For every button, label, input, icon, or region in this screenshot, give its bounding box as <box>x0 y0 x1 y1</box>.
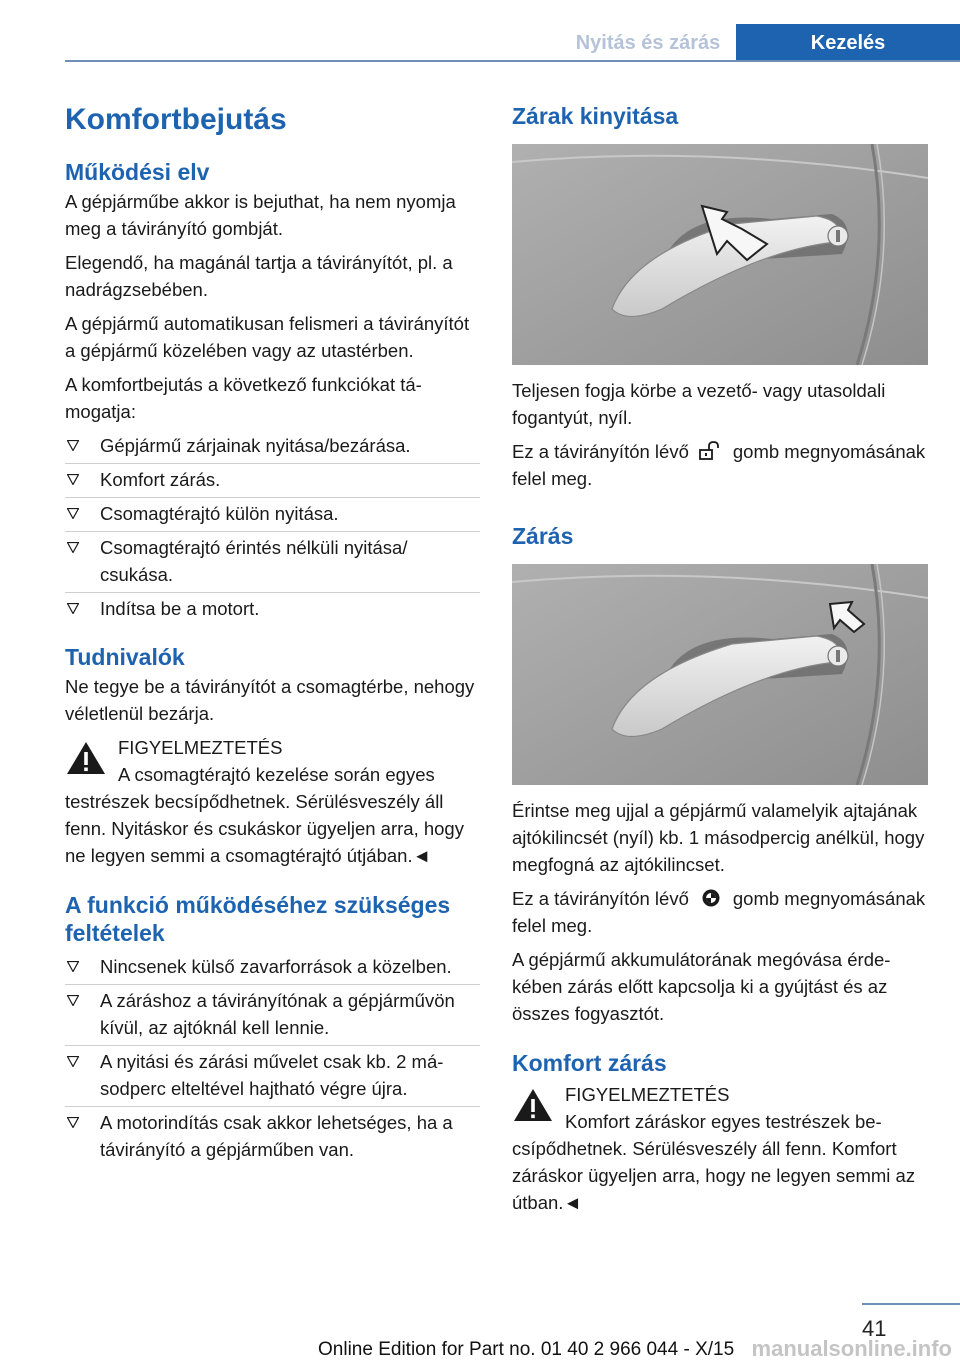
list-item: Gépjármű zárjainak nyitása/bezárása. <box>65 432 480 466</box>
unlock-heading: Zárak kinyitása <box>512 103 679 129</box>
triangle-bullet-icon <box>67 440 79 451</box>
principle-paragraph-4: A komfortbejutás a következő funkciókat támogatja: <box>65 374 422 422</box>
header-chapter-tab: Kezelés <box>736 24 960 62</box>
list-item: Indítsa be a motort. <box>65 595 480 629</box>
header-section-label: Nyitás és zárás <box>575 31 721 54</box>
list-item: A motorindítás csak akkor lehetséges, ha a távirányító a gépjárműben van. <box>65 1109 480 1170</box>
page-number: 41 <box>862 1316 887 1341</box>
right-column <box>512 100 930 1216</box>
principle-heading: Működési elv <box>65 159 210 185</box>
header-rule <box>65 60 960 62</box>
lock-paragraph-2: Ez a távirányítón lévő gomb megnyomásának felel meg. <box>512 888 926 936</box>
requirements-heading: A funkció működéséhez szükséges feltételek <box>65 892 451 946</box>
triangle-bullet-icon <box>67 995 79 1006</box>
lock-heading: Zárás <box>512 523 574 549</box>
list-item: A záráshoz a távirányítónak a gépjárművön kívül, az ajtóknál kell lennie. <box>65 987 480 1048</box>
watermark: manualsonline.info <box>751 1336 952 1361</box>
warning-triangle-icon <box>65 740 107 776</box>
door-handle-unlock-photo <box>512 144 928 365</box>
principle-paragraph-2: Elegendő, ha magánál tartja a távirányítót, pl. a nadrágzsebében. <box>65 252 453 300</box>
triangle-bullet-icon <box>67 1117 79 1128</box>
triangle-bullet-icon <box>67 961 79 972</box>
triangle-bullet-icon <box>67 1056 79 1067</box>
requirements-list <box>65 953 480 1170</box>
comfort-lock-heading: Komfort zárás <box>512 1050 667 1076</box>
list-item: A nyitási és zárási művelet csak kb. 2 másodperc elteltével hajtható végre újra. <box>65 1048 480 1109</box>
warning-box <box>512 1081 930 1216</box>
page-header <box>0 0 960 62</box>
door-handle-lock-image <box>512 564 928 785</box>
notes-heading: Tudnivalók <box>65 644 185 670</box>
edition-line: Online Edition for Part no. 01 40 2 966 044 - X/15 <box>318 1339 735 1360</box>
triangle-bullet-icon <box>67 603 79 614</box>
triangle-bullet-icon <box>67 474 79 485</box>
triangle-bullet-icon <box>67 508 79 519</box>
door-handle-unlock-image <box>512 144 928 365</box>
principle-paragraph-1: A gépjárműbe akkor is bejuthat, ha nem nyomja meg a távirányító gombját. <box>65 191 456 239</box>
warning-title: FIGYELMEZTETÉS <box>118 737 283 758</box>
footer-rule <box>862 1303 960 1305</box>
warning-box <box>65 734 480 869</box>
feature-list <box>65 432 480 629</box>
warning-triangle-icon <box>512 1087 554 1123</box>
lock-paragraph-1: Érintse meg ujjal a gépjármű valamelyik ajtajának ajtókilincsét (nyíl) kb. 1 másodpercig anélkül, hogy megfogná az ajtókilincset. <box>512 800 925 875</box>
list-item: Nincsenek külső zavarforrások a közelben. <box>65 953 480 987</box>
unlock-paragraph-2: Ez a távirányítón lévő gomb megnyomásának felel meg. <box>512 441 926 489</box>
list-item: Csomagtérajtó külön nyitása. <box>65 500 480 534</box>
triangle-bullet-icon <box>67 542 79 553</box>
list-item: Komfort zárás. <box>65 466 480 500</box>
unlock-paragraph-1: Teljesen fogja körbe a vezető- vagy utasoldali fogantyút, nyíl. <box>512 380 886 428</box>
left-column <box>65 100 480 1184</box>
lock-logo-button-icon <box>697 888 725 908</box>
principle-paragraph-3: A gépjármű automatikusan felismeri a távirányítót a gépjármű közelében vagy az utastérben. <box>65 313 470 361</box>
list-item: Csomagtérajtó érintés nélküli nyitása/ csukása. <box>65 534 480 595</box>
notes-paragraph: Ne tegye be a távirányítót a csomagtérbe, nehogy véletlenül bezárja. <box>65 676 475 724</box>
page-title: Komfortbejutás <box>65 103 287 136</box>
door-handle-lock-photo <box>512 564 928 785</box>
warning-title: FIGYELMEZTETÉS <box>565 1084 730 1105</box>
lock-paragraph-3: A gépjármű akkumulátorának megóvása érdekében zárás előtt kapcsolja ki a gyújtást és az összes fogyasztót. <box>512 949 891 1024</box>
unlock-padlock-icon <box>697 441 725 461</box>
warning-text: A csomagtérajtó kezelése során egyes testrészek becsípődhetnek. Sérülésveszély áll fenn. Nyitáskor és csukáskor ügyeljen arra, hogy ne legyen semmi a csomagtérajtó útjában.◄ <box>65 764 464 866</box>
warning-text: Komfort záráskor egyes testrészek becsípődhetnek. Sérülésveszély áll fenn. Komfort záráskor ügyeljen arra, hogy ne legyen semmi az útban.◄ <box>512 1111 916 1213</box>
